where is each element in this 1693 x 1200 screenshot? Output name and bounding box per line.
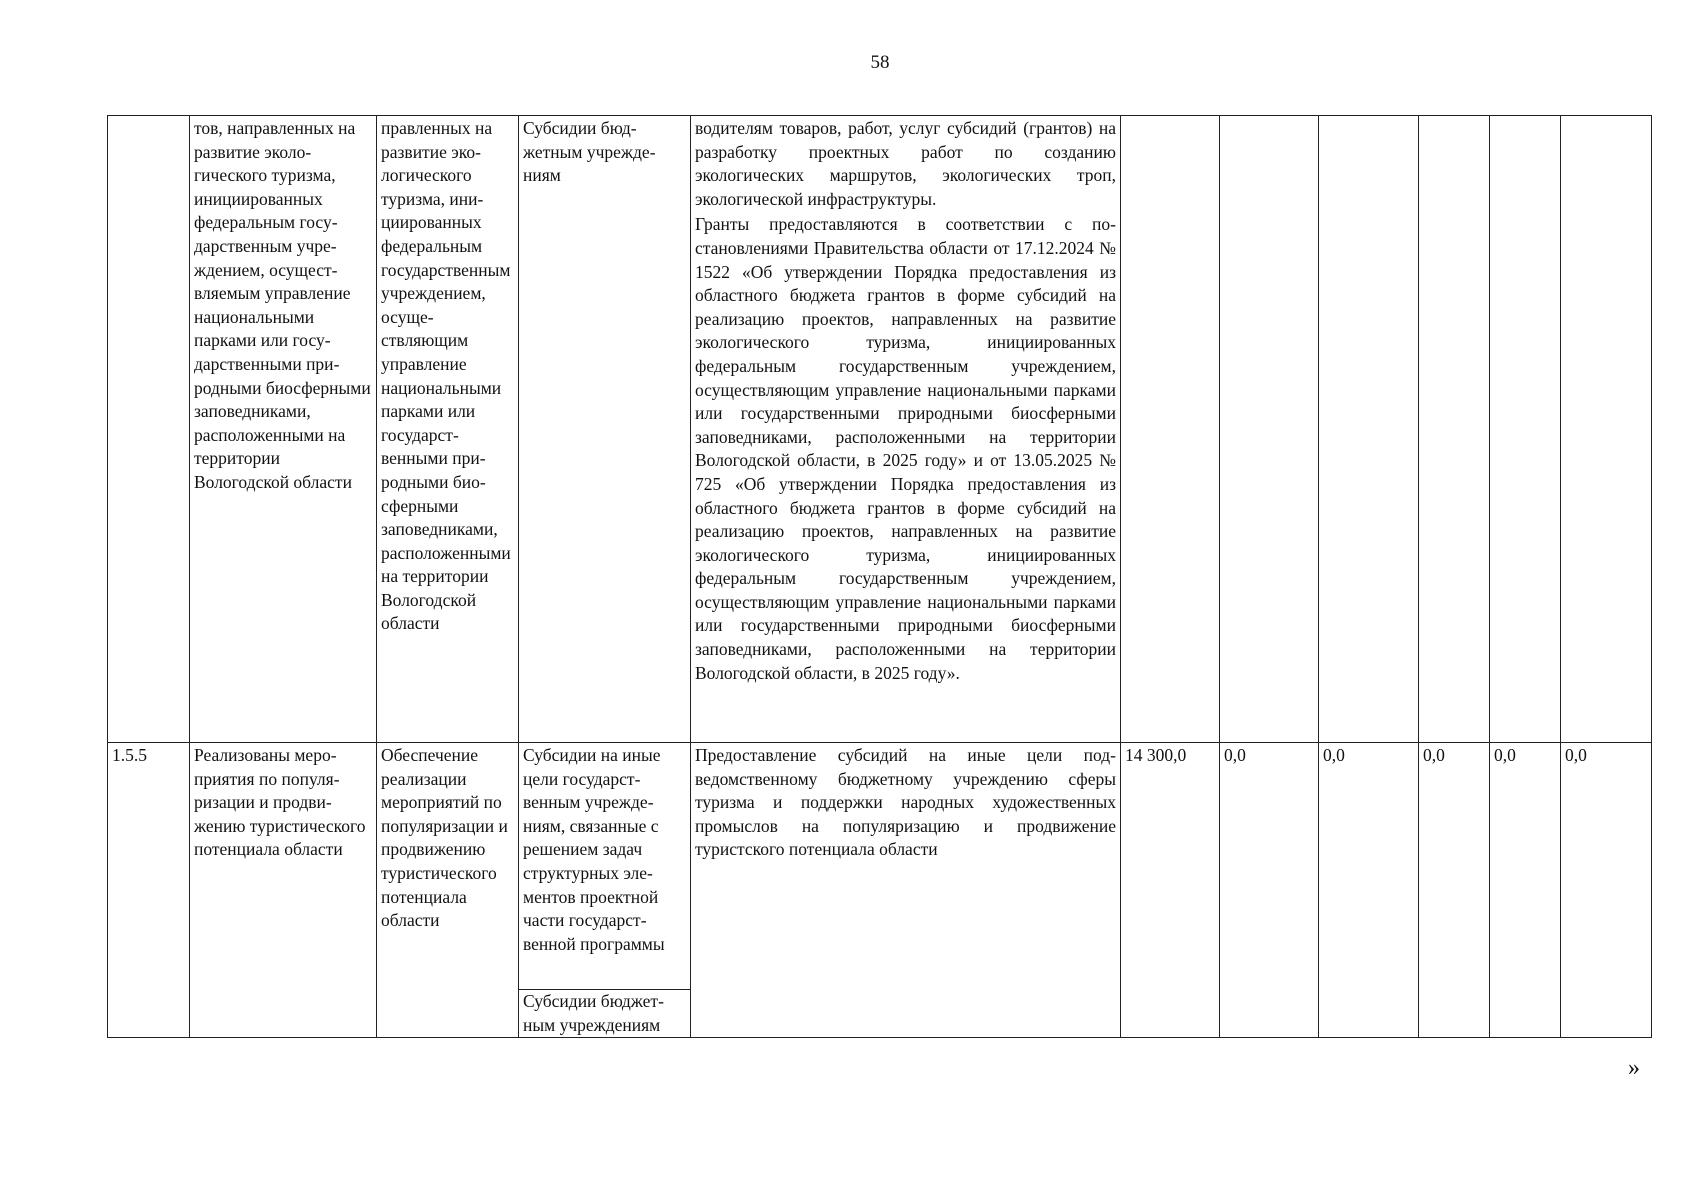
- page-number: 58: [870, 52, 890, 73]
- cell-description: [691, 743, 1121, 1038]
- cell-purpose: Обеспечение реализации мероприятий по популяризации и продвижению туристического потенциала области: [377, 743, 519, 1038]
- program-table: [107, 115, 1652, 1038]
- cell-value-2: [1220, 116, 1319, 743]
- cell-value-4: [1419, 116, 1490, 743]
- cell-value-3: 0,0: [1319, 743, 1419, 1038]
- description-paragraph: Предоставление субсидий на иные цели подведомственному бюджетному учреждению сферы туризма и поддержки народных художественных промыслов на популяризацию и продвижение туристского потенциала области: [695, 745, 1116, 860]
- cell-num: [108, 116, 190, 743]
- cell-purpose: правленных на развитие экологического туризма, инициированных федеральным государственным учреждением, осуществляющим управление национальными парками или государственными природными биосферными заповедниками, расположенными на территории Вологодской области: [377, 116, 519, 743]
- cell-num: 1.5.5: [108, 743, 190, 1038]
- cell-description: [691, 116, 1121, 743]
- cell-value-6: 0,0: [1561, 743, 1652, 1038]
- cell-value-2: 0,0: [1220, 743, 1319, 1038]
- cell-value-1: 14 300,0: [1121, 743, 1220, 1038]
- cell-type: [519, 743, 691, 1038]
- type-subcell: Субсидии на иные цели государственным учреждениям, связанные с решением задач структурных элементов проектной части государственной программы: [523, 745, 665, 954]
- cell-value-5: 0,0: [1490, 743, 1561, 1038]
- cell-value-3: [1319, 116, 1419, 743]
- description-paragraph: водителям товаров, работ, услуг субсидий (грантов) на разработку проектных работ по созданию экологических маршрутов, экологических троп, экологической инфраструктуры.: [695, 118, 1116, 209]
- table-row: [108, 116, 1652, 743]
- type-subcell: Субсидии бюджетным учреждениям: [519, 989, 690, 1037]
- closing-quote-mark: »: [1628, 1055, 1640, 1081]
- cell-type: Субсидии бюджетным учреждениям: [519, 116, 691, 743]
- cell-value-6: [1561, 116, 1652, 743]
- table-row: [108, 743, 1652, 1038]
- cell-result: Реализованы мероприятия по популяризации и продвижению туристического потенциала области: [190, 743, 377, 1038]
- cell-value-5: [1490, 116, 1561, 743]
- cell-value-4: 0,0: [1419, 743, 1490, 1038]
- cell-value-1: [1121, 116, 1220, 743]
- cell-result: тов, направленных на развитие экологического туризма, инициированных федеральным государственным учреждением, осуществляемым управление национальными парками или государственными природными биосферными заповедниками, расположенными на территории Вологодской области: [190, 116, 377, 743]
- description-paragraph: Гранты предоставляются в соответствии с постановлениями Правительства области от 17.12.2024 № 1522 «Об утверждении Порядка предоставления из областного бюджета грантов в форме субсидий на реализацию проектов, направленных на развитие экологического туризма, инициированных федеральным государственным учреждением, осуществляющим управление национальными парками или государственными природными биосферными заповедниками, расположенными на территории Вологодской области, в 2025 году» и от 13.05.2025 № 725 «Об утверждении Порядка предоставления из областного бюджета грантов в форме субсидий на реализацию проектов, направленных на развитие экологического туризма, инициированных федеральным государственным учреждением, осуществляющим управление национальными парками или государственными природными биосферными заповедниками, расположенными на территории Вологодской области, в 2025 году».: [695, 214, 1116, 683]
